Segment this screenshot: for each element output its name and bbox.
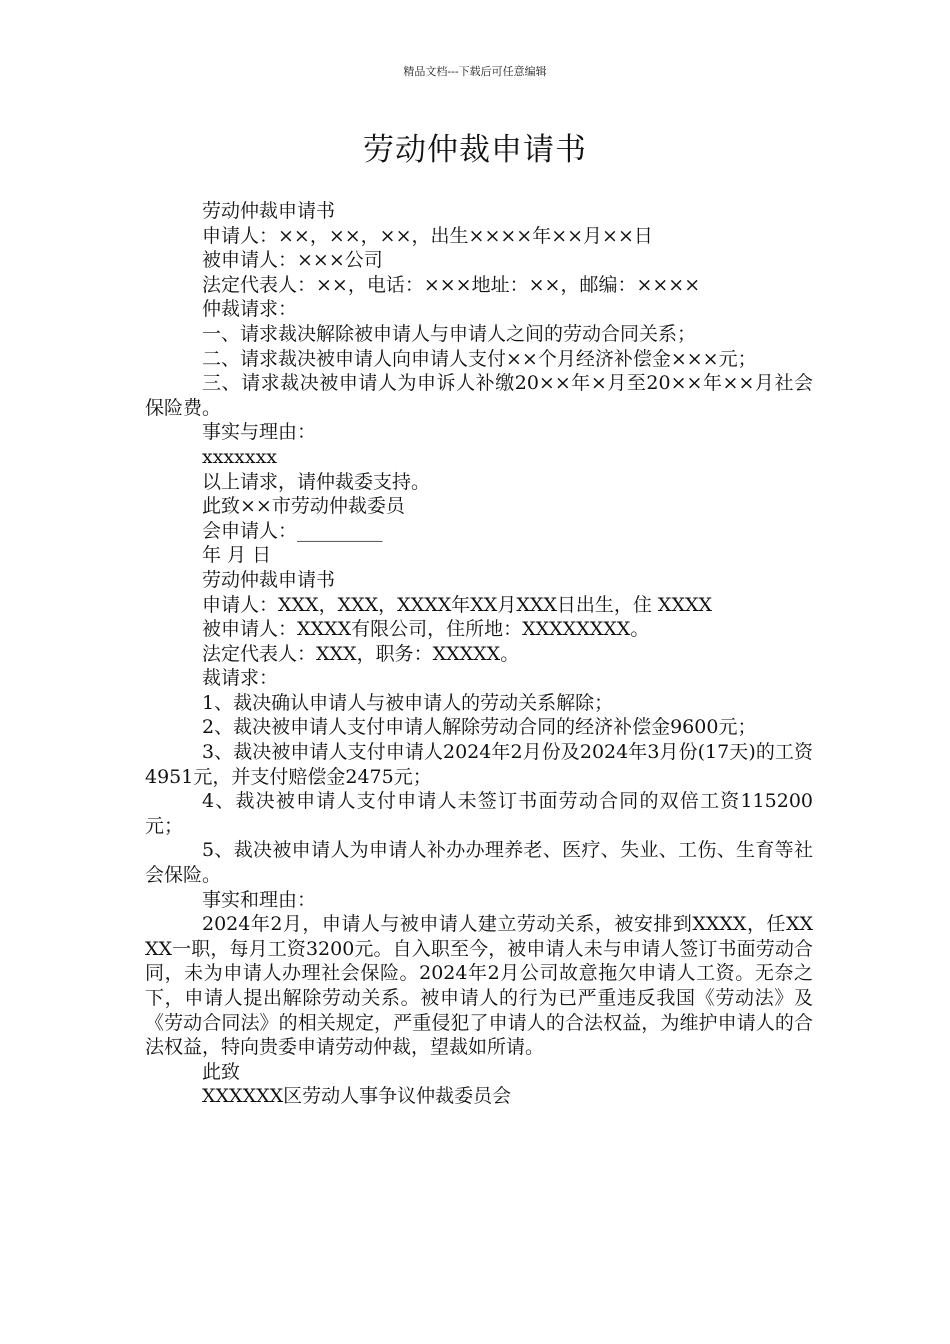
paragraph-heading-2: 劳动仲裁申请书 — [202, 568, 336, 591]
paragraph-support-request: 以上请求，请仲裁委支持。 — [202, 470, 431, 493]
paragraph-item-2: 2、裁决被申请人支付申请人解除劳动合同的经济补偿金9600元； — [202, 716, 757, 739]
paragraph-claims-heading-2: 裁请求： — [202, 667, 279, 690]
paragraph-signature-line: 会申请人：_________ — [202, 519, 383, 542]
paragraph-respondent: 被申请人：×××公司 — [202, 249, 383, 272]
paragraph-applicant-2: 申请人：XXX，XXX，XXXX年XX月XXX日出生，住 XXXX — [202, 593, 713, 616]
paragraph-claims-heading: 仲裁请求： — [202, 298, 298, 321]
paragraph-committee: XXXXXX区劳动人事争议仲裁委员会 — [202, 1085, 512, 1108]
paragraph-item-5: 5、裁决被申请人为申请人补办办理养老、医疗、失业、工伤、生育等社会保险。 — [145, 839, 813, 887]
paragraph-date-line: 年 月 日 — [202, 544, 272, 567]
paragraph-addressee: 此致××市劳动仲裁委员 — [202, 495, 405, 518]
paragraph-legal-rep: 法定代表人：××，电话：×××地址：××，邮编：×××× — [202, 273, 701, 296]
paragraph-facts-heading: 事实与理由： — [202, 421, 317, 444]
paragraph-claim-2: 二、请求裁决被申请人向申请人支付××个月经济补偿金×××元； — [202, 347, 757, 370]
paragraph-facts-heading-2: 事实和理由： — [202, 888, 317, 911]
paragraph-closing: 此致 — [202, 1060, 241, 1083]
document-body — [145, 199, 813, 1109]
paragraph-facts-placeholder: xxxxxxx — [202, 445, 278, 468]
paragraph-item-3: 3、裁决被申请人支付申请人2024年2月份及2024年3月份(17天)的工资4951元，并支付赔偿金2475元； — [145, 741, 813, 788]
paragraph-claim-3: 三、请求裁决被申请人为申诉人补缴20××年×月至20××年××月社会保险费。 — [145, 372, 813, 419]
header-note: 精品文档---下载后可任意编辑 — [403, 65, 547, 78]
paragraph-legal-rep-2: 法定代表人：XXX，职务：XXXXX。 — [202, 642, 520, 665]
paragraph-claim-1: 一、请求裁决解除被申请人与申请人之间的劳动合同关系； — [202, 322, 697, 345]
document-title: 劳动仲裁申请书 — [363, 132, 587, 168]
paragraph-item-4: 4、裁决被申请人支付申请人未签订书面劳动合同的双倍工资115200元； — [145, 790, 813, 837]
paragraph-facts-body: 2024年2月，申请人与被申请人建立劳动关系，被安排到XXXX，任XXXX一职，每月工资3200元。自入职至今，被申请人未与申请人签订书面劳动合同，未为申请人办理社会保险。2024年2月公司故意拖欠申请人工资。无奈之下，申请人提出解除劳动关系。被申请人的行为已严重违反我国《劳动法》及《劳动合同法》的相关规定，严重侵犯了申请人的合法权益，为维护申请人的合法权益，特向贵委申请劳动仲裁，望裁如所请。 — [145, 913, 813, 1059]
paragraph-applicant: 申请人：××，××，××，出生××××年××月××日 — [202, 224, 653, 247]
paragraph-respondent-2: 被申请人：XXXX有限公司，住所地：XXXXXXXX。 — [202, 618, 650, 641]
paragraph-heading-1: 劳动仲裁申请书 — [202, 200, 336, 222]
paragraph-item-1: 1、裁决确认申请人与被申请人的劳动关系解除； — [202, 691, 614, 714]
